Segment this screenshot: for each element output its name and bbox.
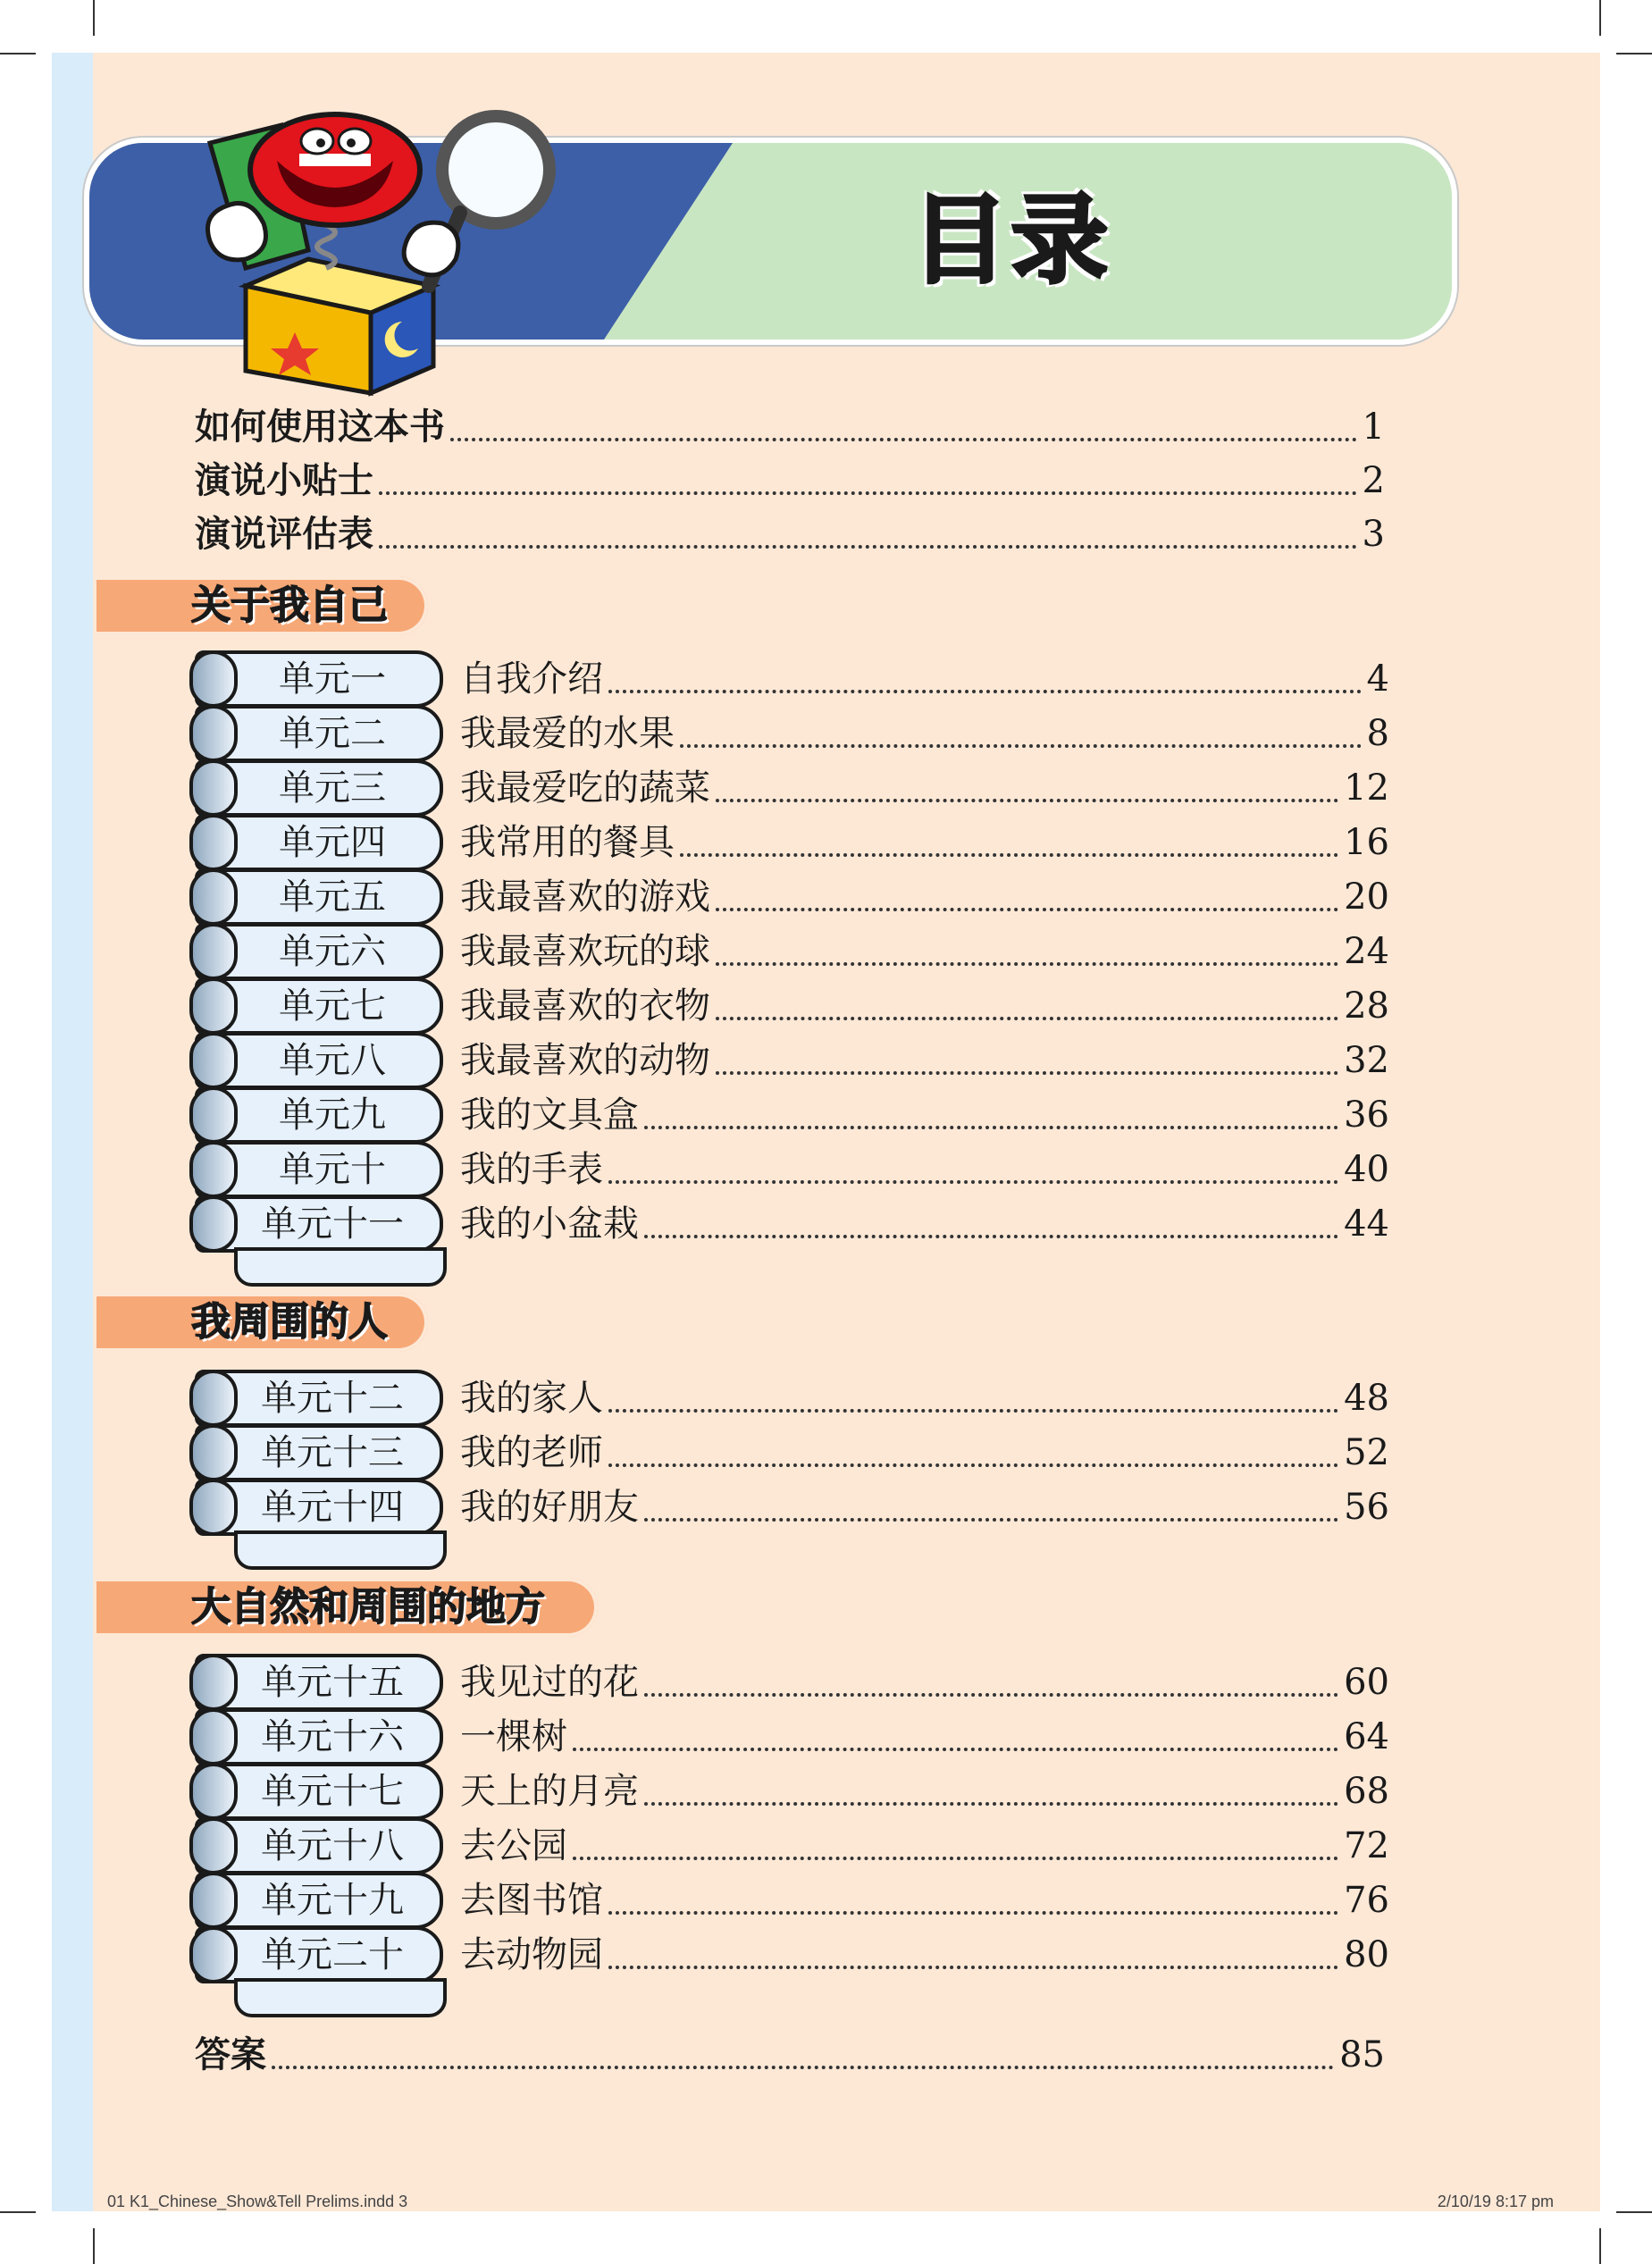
toc-row-intro[interactable] (195, 454, 1385, 507)
unit-label: 单元十七 (261, 1771, 404, 1812)
dot-leader (716, 1071, 1338, 1075)
scroll-curl-icon (189, 759, 238, 817)
unit-badge (195, 1708, 443, 1765)
toc-row-unit[interactable] (460, 1371, 1389, 1425)
scroll-curl-icon (189, 1763, 238, 1820)
toc-page-number: 12 (1344, 767, 1389, 809)
section-label: 关于我自己 (191, 583, 388, 628)
unit-badge (195, 923, 443, 980)
dot-leader (716, 908, 1338, 911)
toc-entry-title: 我见过的花 (460, 1662, 639, 1703)
toc-entry-title: 自我介绍 (460, 658, 603, 700)
unit-label: 单元十三 (261, 1432, 404, 1473)
unit-label: 单元十一 (261, 1203, 404, 1245)
unit-badge (195, 1763, 443, 1820)
crop-mark (1599, 2228, 1601, 2264)
scroll-tail (234, 1530, 447, 1570)
toc-entry-title: 我最爱吃的蔬菜 (460, 767, 710, 809)
toc-row-unit[interactable] (460, 1710, 1389, 1764)
toc-page-number: 52 (1344, 1432, 1389, 1473)
toc-entry-title: 去动物园 (460, 1934, 603, 1975)
scroll-curl-icon (189, 1926, 238, 1983)
toc-page-number: 8 (1366, 713, 1389, 754)
unit-badge (195, 1141, 443, 1198)
unit-badge (195, 814, 443, 871)
toc-row-unit[interactable] (460, 1819, 1389, 1873)
dot-leader (573, 1857, 1338, 1860)
scroll-curl-icon (189, 868, 238, 926)
toc-row-intro[interactable] (195, 507, 1385, 561)
toc-page-number: 16 (1344, 822, 1389, 863)
unit-badge (195, 1195, 443, 1253)
dot-leader (272, 2066, 1334, 2069)
dot-leader (608, 1463, 1338, 1467)
toc-page-number: 68 (1344, 1771, 1389, 1812)
unit-badge (195, 650, 443, 708)
toc-row-unit[interactable] (460, 1034, 1389, 1087)
scroll-curl-icon (189, 1872, 238, 1929)
unit-label: 单元二十 (261, 1934, 404, 1975)
scroll-curl-icon (189, 1370, 238, 1427)
toc-row-unit[interactable] (460, 870, 1389, 924)
toc-row-unit[interactable] (460, 1874, 1389, 1927)
dot-leader (608, 1180, 1338, 1184)
scroll-curl-icon (189, 1424, 238, 1481)
dot-leader (716, 1017, 1338, 1020)
dot-leader (450, 438, 1357, 441)
unit-label: 单元十六 (261, 1716, 404, 1757)
toc-page-number: 32 (1344, 1040, 1389, 1081)
section-tab (93, 1578, 598, 1637)
toc-entry-title: 答案 (195, 2033, 266, 2075)
toc-row-unit[interactable] (460, 1928, 1389, 1982)
unit-badge (195, 1872, 443, 1929)
section-tab (93, 1293, 428, 1352)
crop-mark (93, 2228, 95, 2264)
scroll-curl-icon (189, 977, 238, 1035)
scroll-curl-icon (189, 1479, 238, 1536)
toc-entry-title: 如何使用这本书 (195, 406, 445, 448)
unit-badge (195, 1479, 443, 1536)
unit-badge (195, 977, 443, 1035)
scroll-curl-icon (189, 1086, 238, 1144)
toc-page-number: 60 (1344, 1662, 1389, 1703)
unit-badge (195, 1654, 443, 1711)
toc-entry-title: 去公园 (460, 1825, 567, 1866)
scroll-curl-icon (189, 1708, 238, 1765)
unit-badge (195, 1926, 443, 1983)
crop-mark (1616, 2211, 1652, 2213)
toc-entry-title: 天上的月亮 (460, 1771, 639, 1812)
unit-badge (195, 868, 443, 926)
dot-leader (680, 853, 1338, 857)
dot-leader (608, 690, 1362, 693)
toc-row-unit[interactable] (460, 1656, 1389, 1709)
toc-page-number: 48 (1344, 1378, 1389, 1419)
unit-label: 单元十四 (261, 1487, 404, 1528)
unit-label: 单元一 (279, 658, 386, 700)
unit-badge (195, 1424, 443, 1481)
toc-entry-title: 我最喜欢的游戏 (460, 876, 710, 918)
unit-label: 单元十八 (261, 1825, 404, 1866)
dot-leader (716, 962, 1338, 966)
unit-label: 单元八 (279, 1040, 386, 1081)
toc-row-intro[interactable] (195, 400, 1385, 454)
toc-page-number: 36 (1344, 1094, 1389, 1136)
toc-page-number: 28 (1344, 985, 1389, 1027)
toc-page-number: 40 (1344, 1149, 1389, 1190)
toc-page-number: 80 (1344, 1934, 1389, 1975)
toc-page-number: 20 (1344, 876, 1389, 918)
toc-row-unit[interactable] (460, 1088, 1389, 1142)
dot-leader (644, 1126, 1338, 1129)
toc-entry-title: 我最爱的水果 (460, 713, 675, 754)
toc-entry-title: 我最喜欢玩的球 (460, 931, 710, 972)
toc-entry-title: 演说小贴士 (195, 459, 373, 501)
toc-row-answers[interactable] (195, 2028, 1385, 2082)
toc-entry-title: 我的手表 (460, 1149, 603, 1190)
scroll-curl-icon (189, 1195, 238, 1253)
toc-page-number: 64 (1344, 1716, 1389, 1757)
dot-leader (379, 491, 1357, 495)
toc-entry-title: 我的家人 (460, 1378, 603, 1419)
toc-page-number: 56 (1344, 1487, 1389, 1528)
toc-entry-title: 我最喜欢的衣物 (460, 985, 710, 1027)
section-label: 大自然和周围的地方 (191, 1584, 545, 1630)
toc-entry-title: 我的文具盒 (460, 1094, 639, 1136)
dot-leader (608, 1966, 1338, 1969)
scroll-curl-icon (189, 705, 238, 762)
scroll-curl-icon (189, 814, 238, 871)
toc-entry-title: 我最喜欢的动物 (460, 1040, 710, 1081)
unit-label: 单元十九 (261, 1880, 404, 1921)
toc-row-unit[interactable] (460, 979, 1389, 1033)
crop-mark (0, 2211, 36, 2213)
unit-label: 单元五 (279, 876, 386, 918)
unit-label: 单元四 (279, 822, 386, 863)
scroll-curl-icon (189, 1654, 238, 1711)
dot-leader (644, 1518, 1338, 1522)
toc-page-number: 4 (1366, 658, 1389, 700)
page-title: 目录 (911, 185, 1112, 297)
toc-row-unit[interactable] (460, 761, 1389, 815)
unit-badge (195, 1817, 443, 1874)
toc-page-number: 24 (1344, 931, 1389, 972)
toc-entry-title: 我的好朋友 (460, 1487, 639, 1528)
toc-page-number: 3 (1362, 514, 1385, 555)
unit-label: 单元二 (279, 713, 386, 754)
dot-leader (608, 1409, 1338, 1413)
unit-badge (195, 1032, 443, 1089)
unit-label: 单元十五 (261, 1662, 404, 1703)
toc-page-number: 72 (1344, 1825, 1389, 1866)
scroll-curl-icon (189, 1817, 238, 1874)
section-label: 我周围的人 (191, 1299, 388, 1345)
unit-label: 单元十 (279, 1149, 386, 1190)
dot-leader (644, 1802, 1338, 1806)
crop-mark (1616, 53, 1652, 55)
scroll-curl-icon (189, 650, 238, 708)
footer-timestamp: 2/10/19 8:17 pm (1437, 2193, 1554, 2210)
unit-label: 单元九 (279, 1094, 386, 1136)
page-spine (52, 53, 93, 2211)
dot-leader (608, 1911, 1338, 1915)
toc-entry-title: 去图书馆 (460, 1880, 603, 1921)
toc-entry-title: 一棵树 (460, 1716, 567, 1757)
footer-file-info: 01 K1_Chinese_Show&Tell Prelims.indd 3 (107, 2193, 408, 2210)
dot-leader (680, 744, 1362, 748)
crop-mark (1599, 0, 1601, 36)
crop-mark (0, 53, 36, 55)
toc-row-unit[interactable] (460, 816, 1389, 869)
toc-row-unit[interactable] (460, 925, 1389, 978)
unit-label: 单元七 (279, 985, 386, 1027)
toc-row-unit[interactable] (460, 1143, 1389, 1196)
scroll-curl-icon (189, 1032, 238, 1089)
unit-badge (195, 1370, 443, 1427)
toc-entry-title: 演说评估表 (195, 513, 373, 555)
unit-badge (195, 1086, 443, 1144)
toc-row-unit[interactable] (460, 1197, 1389, 1251)
toc-entry-title: 我常用的餐具 (460, 822, 675, 863)
toc-page-number: 85 (1339, 2034, 1385, 2075)
scroll-tail (234, 1247, 447, 1287)
dot-leader (379, 545, 1357, 549)
toc-row-unit[interactable] (460, 1765, 1389, 1818)
crop-mark (93, 0, 95, 36)
unit-badge (195, 705, 443, 762)
dot-leader (644, 1235, 1338, 1238)
toc-row-unit[interactable] (460, 707, 1389, 760)
toc-page-number: 2 (1362, 460, 1385, 501)
toc-entry-title: 我的老师 (460, 1432, 603, 1473)
scroll-curl-icon (189, 1141, 238, 1198)
dot-leader (716, 799, 1338, 802)
toc-page-number: 76 (1344, 1880, 1389, 1921)
unit-label: 单元六 (279, 931, 386, 972)
toc-entry-title: 我的小盆栽 (460, 1203, 639, 1245)
section-tab (93, 576, 428, 635)
dot-leader (573, 1748, 1338, 1751)
unit-badge (195, 759, 443, 817)
dot-leader (644, 1693, 1338, 1697)
unit-label: 单元十二 (261, 1378, 404, 1419)
scroll-curl-icon (189, 923, 238, 980)
unit-label: 单元三 (279, 767, 386, 809)
mascot-jack-in-the-box-icon (192, 107, 567, 402)
toc-page-number: 44 (1344, 1203, 1389, 1245)
scroll-tail (234, 1978, 447, 2017)
toc-row-unit[interactable] (460, 1426, 1389, 1480)
toc-row-unit[interactable] (460, 652, 1389, 706)
toc-page-number: 1 (1362, 407, 1385, 448)
toc-row-unit[interactable] (460, 1480, 1389, 1534)
